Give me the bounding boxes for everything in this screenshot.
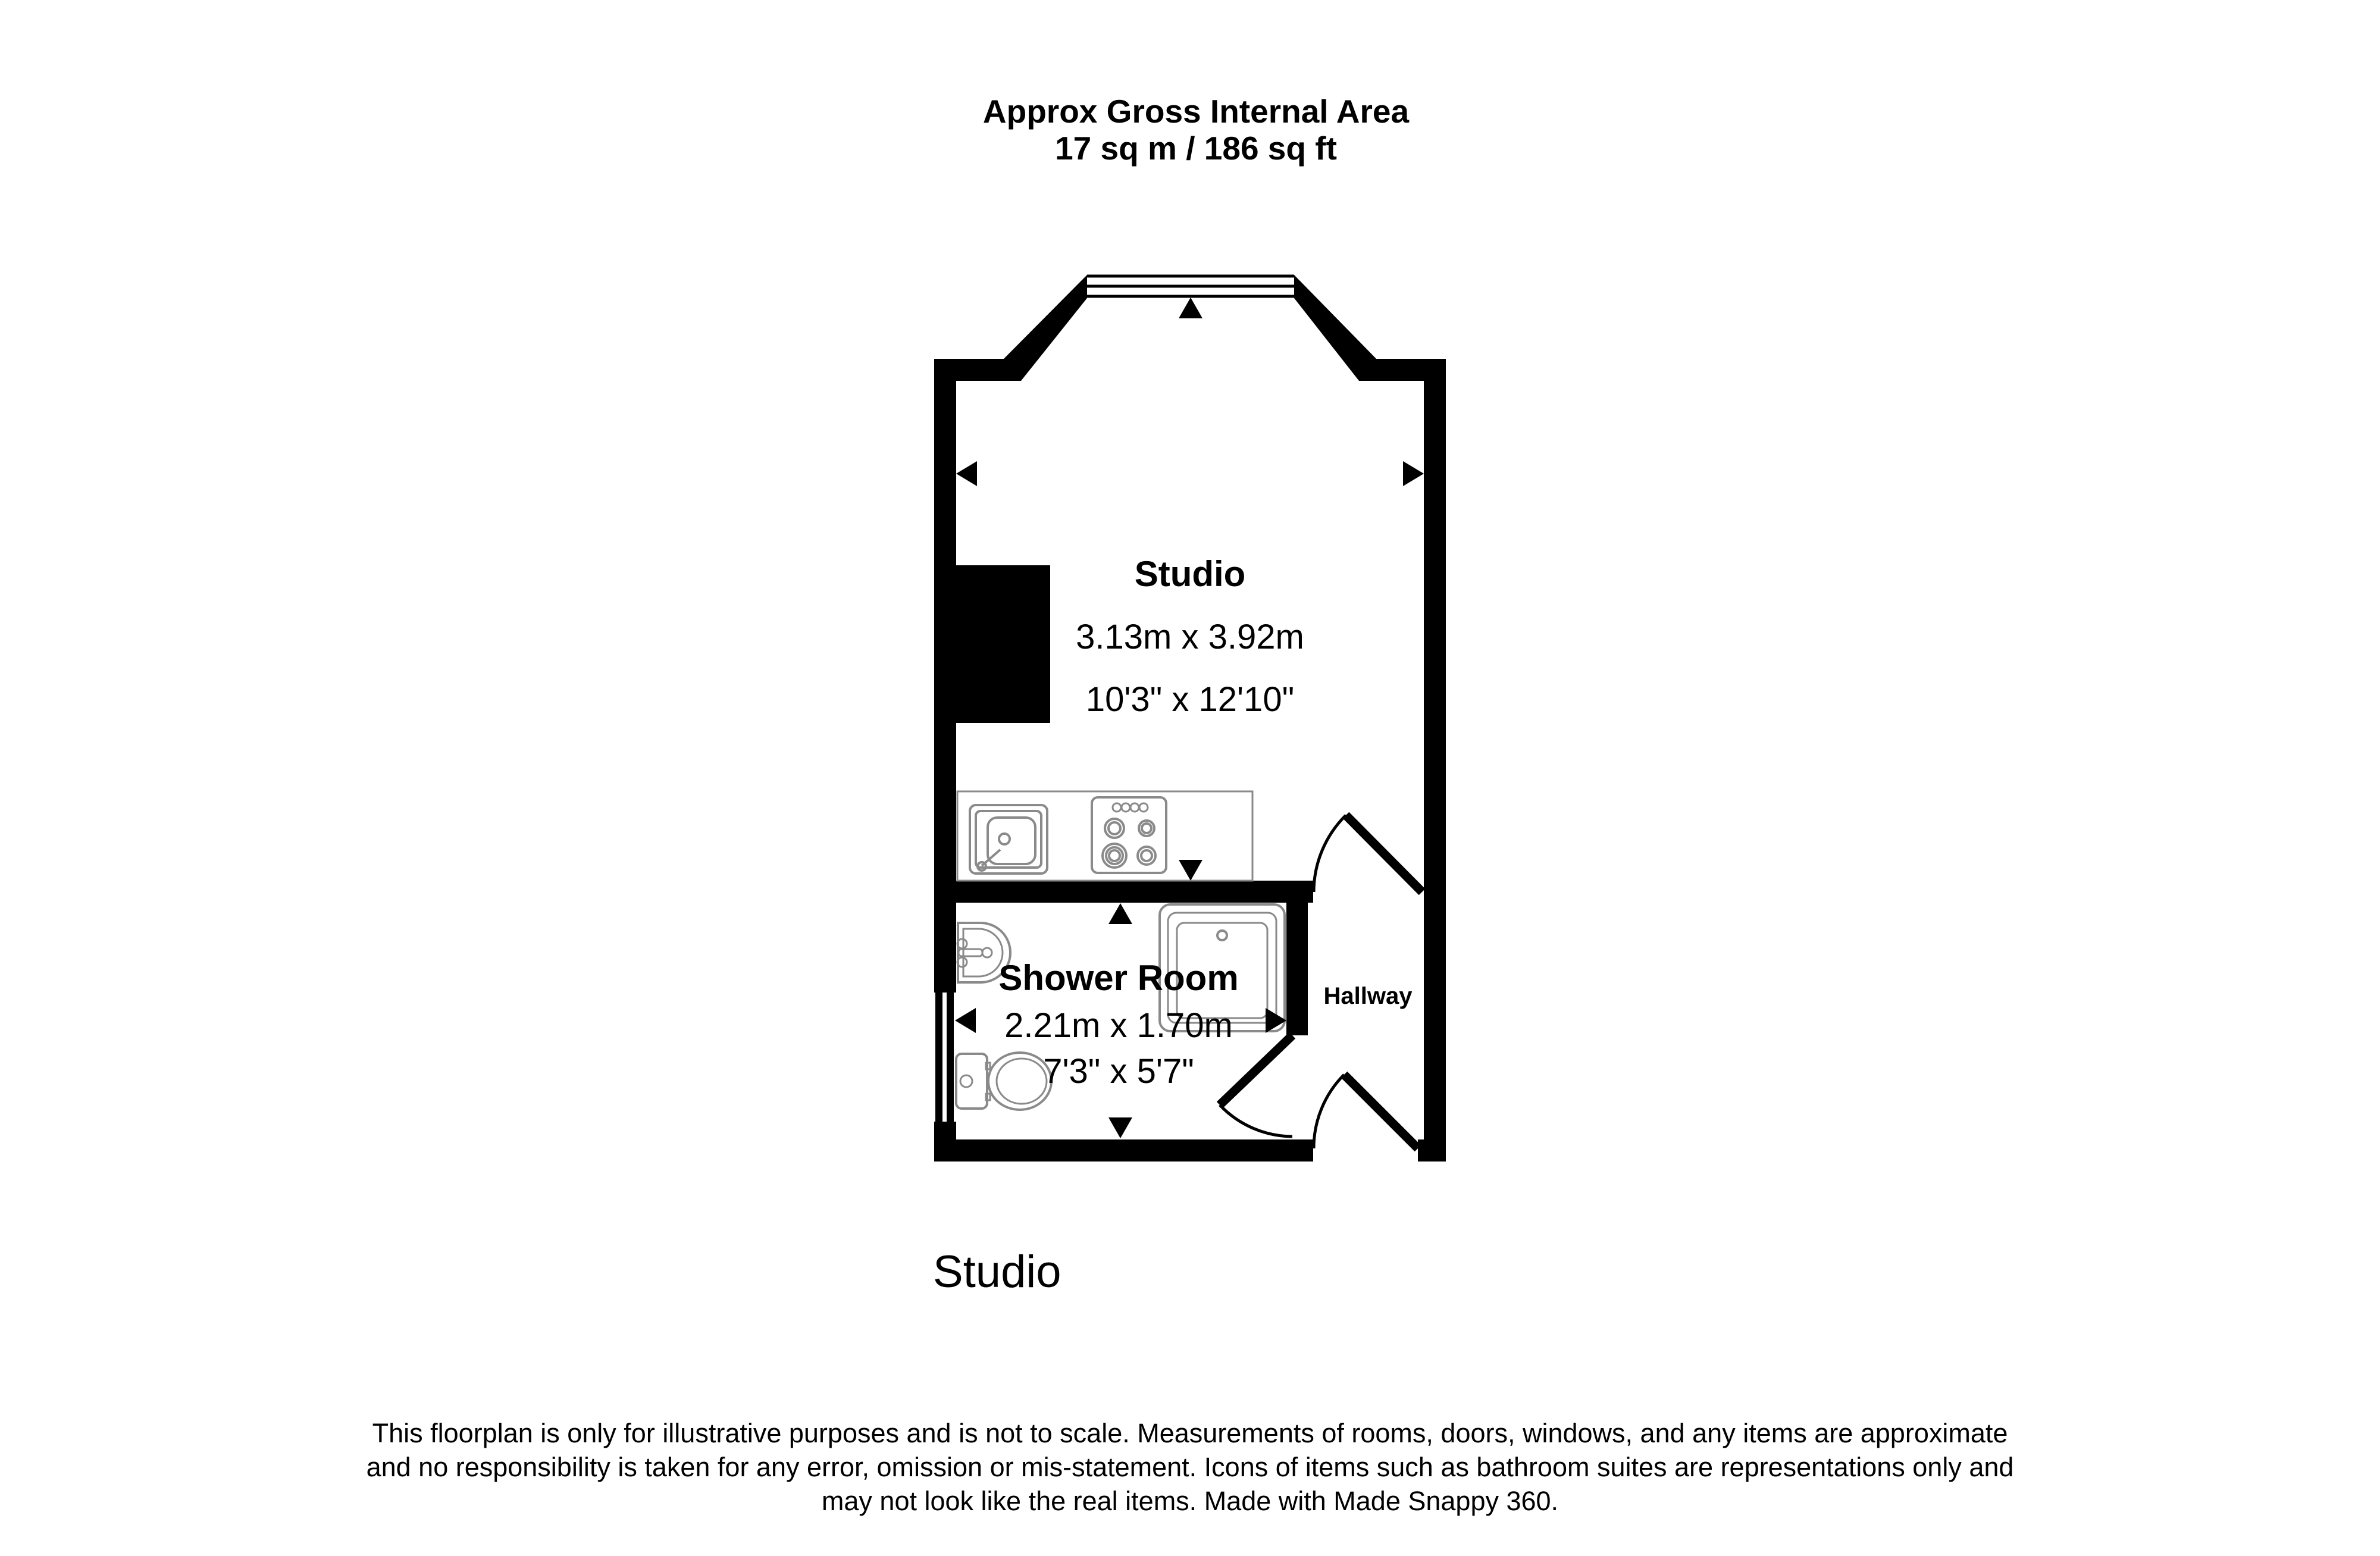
hob-knob [1139, 803, 1148, 812]
shower-window-icon [932, 993, 959, 1122]
room-metric-dimensions: 3.13m x 3.92m [1076, 618, 1304, 656]
chimney-breast [956, 565, 1050, 723]
hallway-label: Hallway [1323, 983, 1413, 1009]
disclaimer-line1: This floorplan is only for illustrative purposes and is not to scale. Measurements of rooms, doors, windows, and any items are approximate [372, 1418, 2008, 1448]
room-name: Shower Room [998, 958, 1239, 998]
room-imperial-dimensions: 10'3" x 12'10" [1085, 680, 1295, 719]
wall-bottom-right [1418, 1139, 1446, 1161]
page-title-line2: 17 sq m / 186 sq ft [1055, 130, 1337, 167]
door-leaf-icon [1220, 1035, 1292, 1105]
sink-drain [999, 834, 1010, 844]
door-swing-arc-icon [1314, 815, 1346, 892]
page-title-line1: Approx Gross Internal Area [982, 93, 1410, 130]
hob-burner [1142, 824, 1151, 833]
hob-knob [1122, 803, 1130, 812]
room-name: Studio [1134, 554, 1246, 594]
basin-tap [959, 949, 982, 956]
hob-burner [1108, 822, 1120, 834]
hob-knob [1113, 803, 1121, 812]
disclaimer [367, 1418, 2014, 1516]
measure-arrow-left-icon [956, 461, 977, 486]
hob-burner [1141, 850, 1152, 861]
measure-arrow-down-icon [1108, 1117, 1132, 1138]
door-studio-hallway [1314, 815, 1422, 892]
room-imperial-dimensions: 7'3" x 5'7" [1043, 1052, 1194, 1091]
disclaimer-line2: and no responsibility is taken for any error, omission or mis-statement. Icons of items such as bathroom suites are representations only and [366, 1452, 2014, 1482]
hob-icon [1092, 797, 1166, 873]
door-entry [1314, 1075, 1418, 1148]
shower-drain [1217, 931, 1227, 940]
toilet-button [960, 1075, 972, 1087]
toilet-bowl-inner [997, 1059, 1047, 1104]
measure-arrow-down-icon [1179, 860, 1202, 881]
wall-bay-shoulder-left [934, 359, 1004, 381]
wall-bay-angled-right [1294, 275, 1376, 381]
floor-label: Studio [933, 1247, 1061, 1297]
basin-drain [982, 948, 992, 957]
hob-knob [1130, 803, 1139, 812]
toilet-bowl-outer [988, 1053, 1051, 1110]
door-swing-arc-icon [1220, 1105, 1292, 1137]
door-swing-arc-icon [1314, 1075, 1344, 1148]
measure-arrow-right-icon [1403, 461, 1424, 486]
shower-room-label [998, 958, 1238, 1091]
door-leaf-icon [1344, 1075, 1418, 1148]
door-shower-hallway [1220, 1035, 1292, 1137]
door-leaf-icon [1346, 815, 1422, 892]
wall-bay-angled-left [1004, 275, 1087, 381]
studio-label [1076, 554, 1304, 719]
disclaimer-line3: may not look like the real items. Made with Made Snappy 360. [821, 1486, 1559, 1516]
wall-divider-studio-shower [956, 881, 1313, 903]
kitchen-sink-icon [970, 805, 1047, 874]
measure-arrow-up-icon [1179, 298, 1202, 318]
hob-burner [1109, 850, 1120, 861]
kitchen-area [957, 791, 1252, 881]
wall-bottom-left [934, 1139, 1313, 1161]
wall-right [1424, 359, 1446, 1161]
wall-divider-shower-hallway [1286, 903, 1308, 1035]
toilet-icon [956, 1053, 1051, 1110]
measure-arrow-up-icon [1108, 903, 1132, 924]
sink-bowl [988, 818, 1035, 864]
bay-window-icon [1087, 276, 1294, 296]
room-metric-dimensions: 2.21m x 1.70m [1004, 1006, 1233, 1045]
